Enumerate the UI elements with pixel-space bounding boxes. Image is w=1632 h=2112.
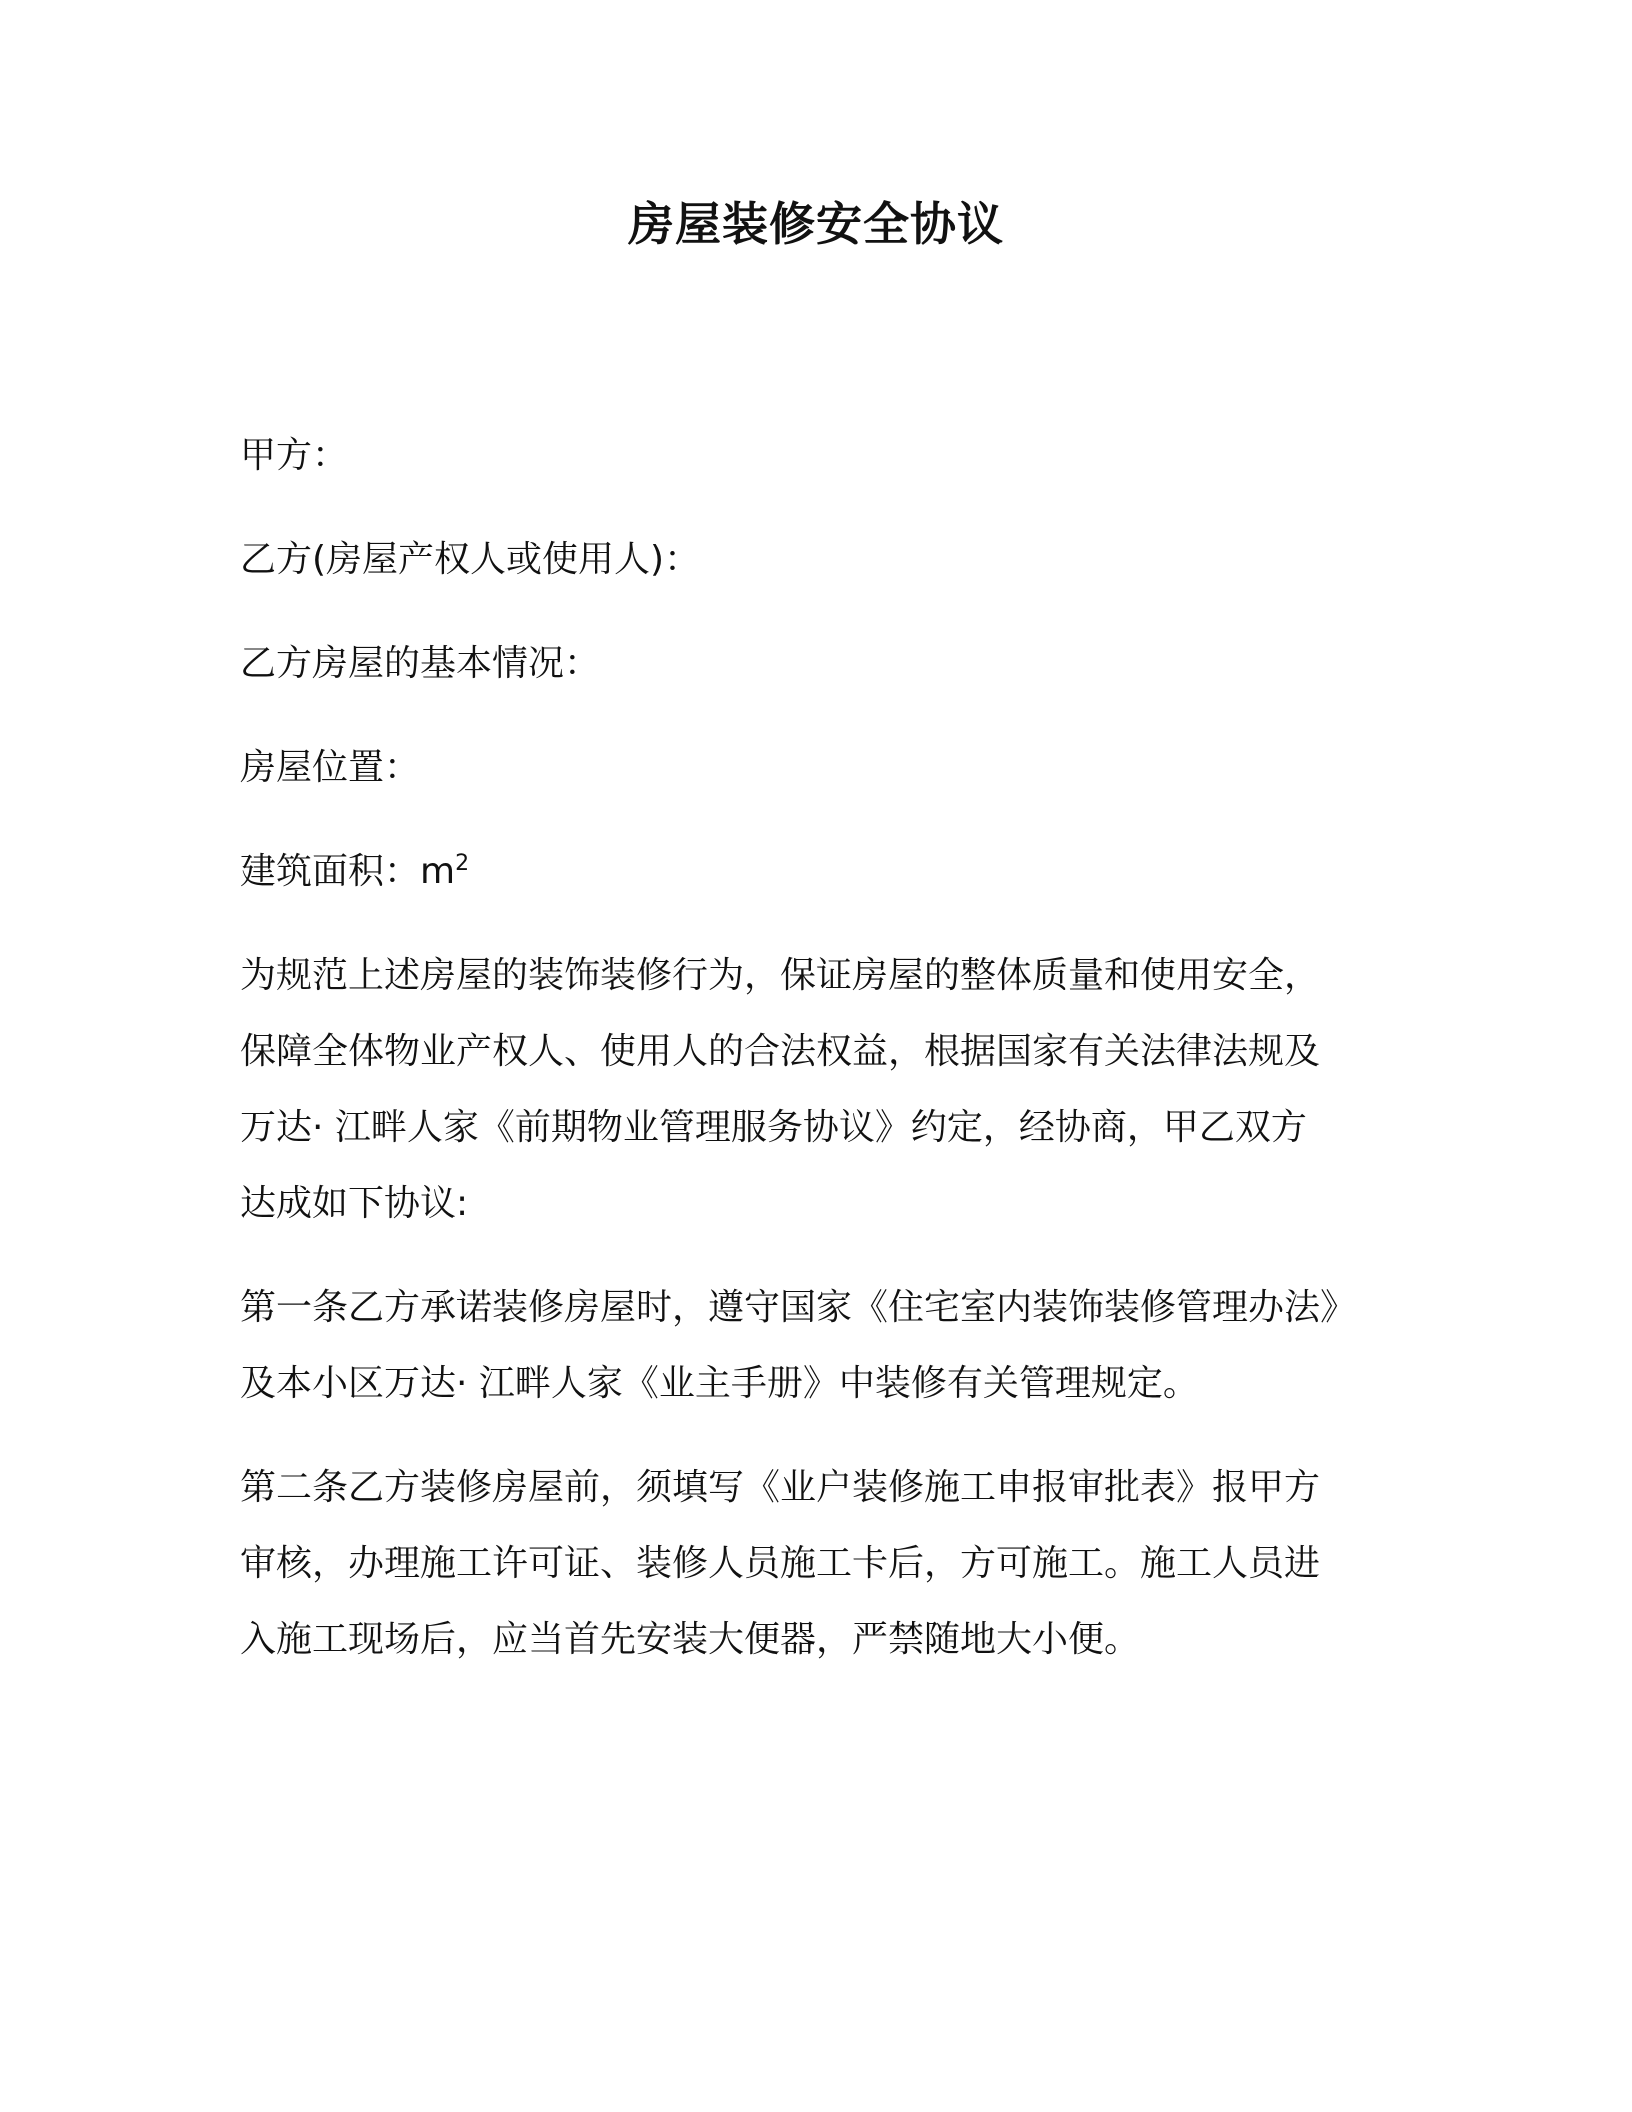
building-area-field: [240, 834, 1390, 910]
building-area-label: 建筑面积：: [240, 851, 421, 892]
article-2-line: 入施工现场后，应当首先安装大便器，严禁随地大小便。: [240, 1619, 1141, 1660]
preamble-line: 为规范上述房屋的装饰装修行为，保证房屋的整体质量和使用安全，: [240, 955, 1321, 996]
preamble-line: 万达· 江畔人家《前期物业管理服务协议》约定，经协商，甲乙双方: [240, 1107, 1307, 1148]
preamble-paragraph: [240, 938, 1390, 1242]
article-2-line: 第二条乙方装修房屋前，须填写《业户装修施工申报审批表》报甲方: [240, 1467, 1321, 1508]
building-area-unit-sup: 2: [455, 851, 470, 876]
article-2-paragraph: [240, 1450, 1390, 1678]
document-title: 房屋装修安全协议: [628, 197, 1004, 251]
preamble-line: 保障全体物业产权人、使用人的合法权益，根据国家有关法律法规及: [240, 1031, 1321, 1072]
house-location-field: 房屋位置：: [240, 747, 421, 788]
article-2-line: 审核，办理施工许可证、装修人员施工卡后，方可施工。施工人员进: [240, 1543, 1321, 1584]
party-a-field: 甲方：: [240, 435, 349, 476]
article-1-line: 及本小区万达· 江畔人家《业主手册》中装修有关管理规定。: [240, 1363, 1199, 1404]
article-1-line: 第一条乙方承诺装修房屋时，遵守国家《住宅室内装饰装修管理办法》: [240, 1287, 1357, 1328]
party-b-field: 乙方(房屋产权人或使用人)：: [240, 539, 701, 580]
building-area-unit: m: [420, 851, 456, 892]
article-1-paragraph: [240, 1270, 1390, 1422]
document-body: [240, 418, 1390, 1706]
house-basic-info: 乙方房屋的基本情况：: [240, 643, 601, 684]
preamble-line: 达成如下协议:: [240, 1183, 469, 1224]
